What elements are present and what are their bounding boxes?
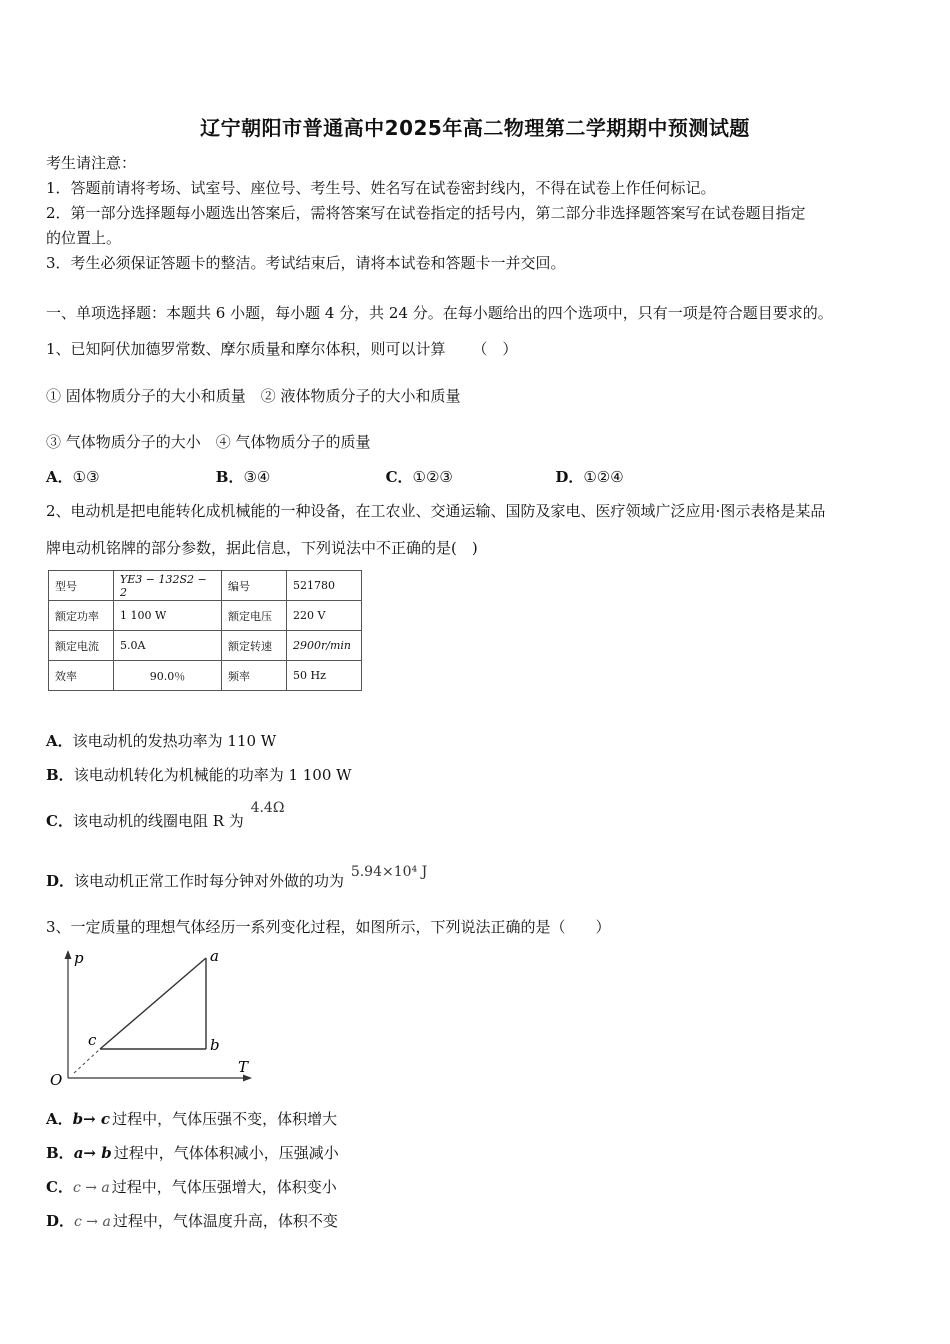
notice-item: 1．答题前请将考场、试室号、座位号、考生号、姓名写在试卷密封线内，不得在试卷上作任何标记。 [46, 179, 716, 197]
q2-option-d[interactable]: D．该电动机正常工作时每分钟对外做的功为 5.94×10⁴ J [46, 864, 428, 890]
y-axis-label: p [74, 949, 84, 967]
y-axis-arrow [65, 950, 72, 959]
table-cell: 90.0％ [114, 661, 222, 691]
origin-label: O [50, 1071, 63, 1089]
table-cell: 编号 [222, 571, 287, 601]
notice-item: 的位置上。 [46, 229, 122, 247]
question-3-stem: 3、一定质量的理想气体经历一系列变化过程，如图所示，下列说法正确的是（ ） [46, 918, 611, 936]
q3-option-b[interactable]: B．a→ b 过程中，气体体积减小，压强减小 [46, 1144, 339, 1162]
table-cell: YE3 − 132S2 − 2 [114, 571, 222, 601]
q2-option-a[interactable]: A．该电动机的发热功率为 110 W [46, 732, 277, 750]
q1-statement: ① 固体物质分子的大小和质量 ② 液体物质分子的大小和质量 [46, 387, 461, 405]
q1-option-c[interactable]: C．①②③ [385, 468, 453, 486]
table-cell: 2900r/min [287, 631, 362, 661]
q3-option-a[interactable]: A．b→ c 过程中，气体压强不变，体积增大 [46, 1110, 338, 1128]
table-cell: 1 100 W [114, 601, 222, 631]
x-axis-label: T [238, 1058, 249, 1076]
motor-spec-table [48, 570, 362, 691]
question-1-stem [46, 338, 517, 359]
notice-item: 3．考生必须保证答题卡的整洁。考试结束后，请将本试卷和答题卡一并交回。 [46, 254, 566, 272]
notice-heading: 考生请注意： [46, 154, 137, 172]
q2-option-c[interactable]: C．该电动机的线圈电阻 R 为 4.4Ω [46, 800, 285, 830]
work-formula: 5.94×10⁴ J [350, 864, 428, 880]
page-title: 辽宁朝阳市普通高中2025年高二物理第二学期期中预测试题 [200, 116, 750, 140]
table-row [49, 631, 362, 661]
resistance-formula: 4.4Ω [250, 800, 285, 816]
question-2-stem-cont: 牌电动机铭牌的部分参数，据此信息，下列说法中不正确的是( ) [46, 539, 478, 557]
table-cell: 型号 [49, 571, 114, 601]
q1-stem-text: 1、已知阿伏加德罗常数、摩尔质量和摩尔体积，则可以计算 [46, 340, 446, 358]
question-2-stem: 2、电动机是把电能转化成机械能的一种设备，在工农业、交通运输、国防及家电、医疗领域广泛应用·图示表格是某品 [46, 502, 826, 520]
dashed-line [74, 1049, 100, 1073]
table-row [49, 661, 362, 691]
table-cell: 效率 [49, 661, 114, 691]
table-row [49, 601, 362, 631]
pt-graph [46, 945, 266, 1090]
point-b-label: b [210, 1036, 220, 1054]
table-row [49, 571, 362, 601]
line-ca [100, 958, 206, 1049]
section-heading: 一、单项选择题：本题共 6 小题，每小题 4 分，共 24 分。在每小题给出的四个选项中，只有一项是符合题目要求的。 [46, 304, 833, 322]
table-cell: 额定转速 [222, 631, 287, 661]
answer-paren: （ ） [472, 340, 518, 358]
table-cell: 5.0A [114, 631, 222, 661]
q1-option-d[interactable]: D．①②④ [555, 468, 624, 486]
notice-item: 2．第一部分选择题每小题选出答案后，需将答案写在试卷指定的括号内，第二部分非选择题答案写在试卷题目指定 [46, 204, 806, 222]
q2-option-b[interactable]: B．该电动机转化为机械能的功率为 1 100 W [46, 766, 352, 784]
table-cell: 额定电流 [49, 631, 114, 661]
q3-option-d[interactable]: D．c → a 过程中，气体温度升高，体积不变 [46, 1212, 338, 1230]
table-cell: 50 Hz [287, 661, 362, 691]
q1-options [46, 466, 675, 487]
point-a-label: a [210, 947, 219, 965]
table-cell: 额定电压 [222, 601, 287, 631]
table-cell: 220 V [287, 601, 362, 631]
table-cell: 521780 [287, 571, 362, 601]
q1-statement: ③ 气体物质分子的大小 ④ 气体物质分子的质量 [46, 433, 371, 451]
table-cell: 额定功率 [49, 601, 114, 631]
table-cell: 频率 [222, 661, 287, 691]
q3-option-c[interactable]: C．c → a 过程中，气体压强增大，体积变小 [46, 1178, 337, 1196]
q1-option-a[interactable]: A．①③ [46, 468, 100, 486]
q1-option-b[interactable]: B．③④ [215, 468, 271, 486]
point-c-label: c [88, 1031, 97, 1049]
